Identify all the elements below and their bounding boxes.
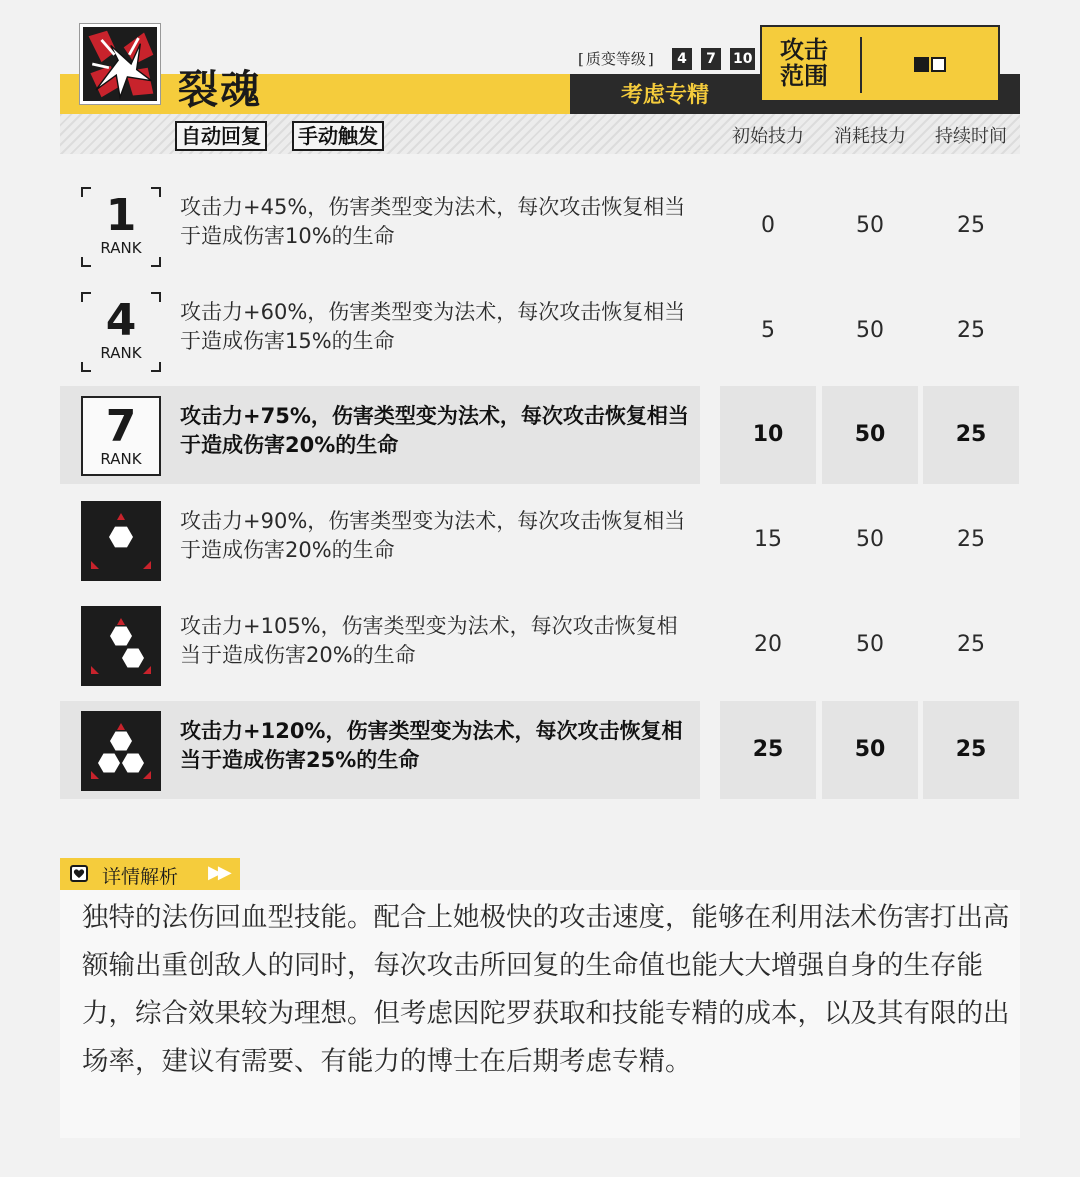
duration-value: 25 [957,213,985,238]
range-cell-attack [931,57,946,72]
sp-cost-value: 50 [854,737,886,762]
column-header-sp-cost: 消耗技力 [834,126,906,147]
rank-row [60,386,1020,484]
attack-range-panel [760,25,1000,102]
rank-row [60,491,1020,589]
mastery-level-badge: 4 [672,48,692,70]
mastery-grade-label: [ 质变等级 ] [578,48,654,69]
sp-cost-value: 50 [856,632,884,657]
column-header-duration: 持续时间 [935,126,1007,147]
double-arrow-icon: ▶▶ [208,862,228,883]
initial-sp-value: 25 [752,737,784,762]
duration-value: 25 [957,632,985,657]
mastery-1-icon [81,501,161,581]
sp-cost-value: 50 [856,213,884,238]
rank-number: 1 [105,190,137,241]
mastery-2-icon [81,606,161,686]
mastery-3-icon [81,711,161,791]
range-divider [860,37,862,93]
rank-word: RANK [100,344,142,362]
initial-sp-value: 15 [754,527,782,552]
rank-row [60,177,1020,275]
rank-badge [81,396,161,476]
red-claw-skill-icon [80,24,160,104]
rank-description: 攻击力+90%，伤害类型变为法术，每次攻击恢复相当于造成伤害20%的生命 [180,509,686,562]
rank-row [60,701,1020,799]
rank-badge [81,292,161,372]
sp-cost-value: 50 [854,422,886,447]
rank-description: 攻击力+45%，伤害类型变为法术，每次攻击恢复相当于造成伤害10%的生命 [180,195,686,248]
initial-sp-value: 5 [761,318,775,343]
initial-sp-value: 20 [754,632,782,657]
bracket-corner [81,257,91,267]
detail-text: 独特的法伤回血型技能。配合上她极快的攻击速度，能够在利用法术伤害打出高额输出重创敌人的同时，每次攻击所回复的生命值也能大大增强自身的生存能力，综合效果较为理想。但考虑因陀罗获取和技能专精的成本，以及其有限的出场率，建议有需要、有能力的博士在后期考虑专精。 [82,902,1010,1077]
heart-icon [70,865,88,882]
mastery-level-badge: 7 [701,48,721,70]
duration-value: 25 [955,737,987,762]
rank-description: 攻击力+120%，伤害类型变为法术，每次攻击恢复相当于造成伤害25%的生命 [180,719,683,772]
rank-number: 4 [105,295,137,346]
sp-cost-value: 50 [856,527,884,552]
mastery-recommendation: 考虑专精 [620,83,709,108]
duration-value: 25 [955,422,987,447]
mastery-level-badge: 10 [730,48,755,70]
initial-sp-value: 10 [752,422,784,447]
range-cell-self [914,57,929,72]
bracket-corner [151,257,161,267]
sp-cost-value: 50 [856,318,884,343]
rank-badge [81,187,161,267]
rank-number: 7 [105,401,137,452]
rank-word: RANK [100,239,142,257]
skill-name: 裂魂 [178,66,262,113]
detail-label: 详情解析 [102,866,179,888]
rank-row [60,596,1020,694]
rank-row [60,282,1020,380]
bracket-corner [81,362,91,372]
rank-word: RANK [100,450,142,468]
initial-sp-value: 0 [761,213,775,238]
attack-range-title: 攻击范围 [780,36,828,90]
column-header-initial-sp: 初始技力 [732,126,804,147]
duration-value: 25 [957,318,985,343]
rank-description: 攻击力+105%，伤害类型变为法术，每次攻击恢复相当于造成伤害20%的生命 [180,614,678,667]
trigger-type-tag: 手动触发 [292,121,384,151]
recovery-type-tag: 自动回复 [175,121,267,151]
rank-description: 攻击力+60%，伤害类型变为法术，每次攻击恢复相当于造成伤害15%的生命 [180,300,686,353]
bracket-corner [151,362,161,372]
duration-value: 25 [957,527,985,552]
rank-description: 攻击力+75%，伤害类型变为法术，每次攻击恢复相当于造成伤害20%的生命 [180,404,689,457]
detail-tab [60,858,240,890]
attack-range-grid [914,57,946,72]
